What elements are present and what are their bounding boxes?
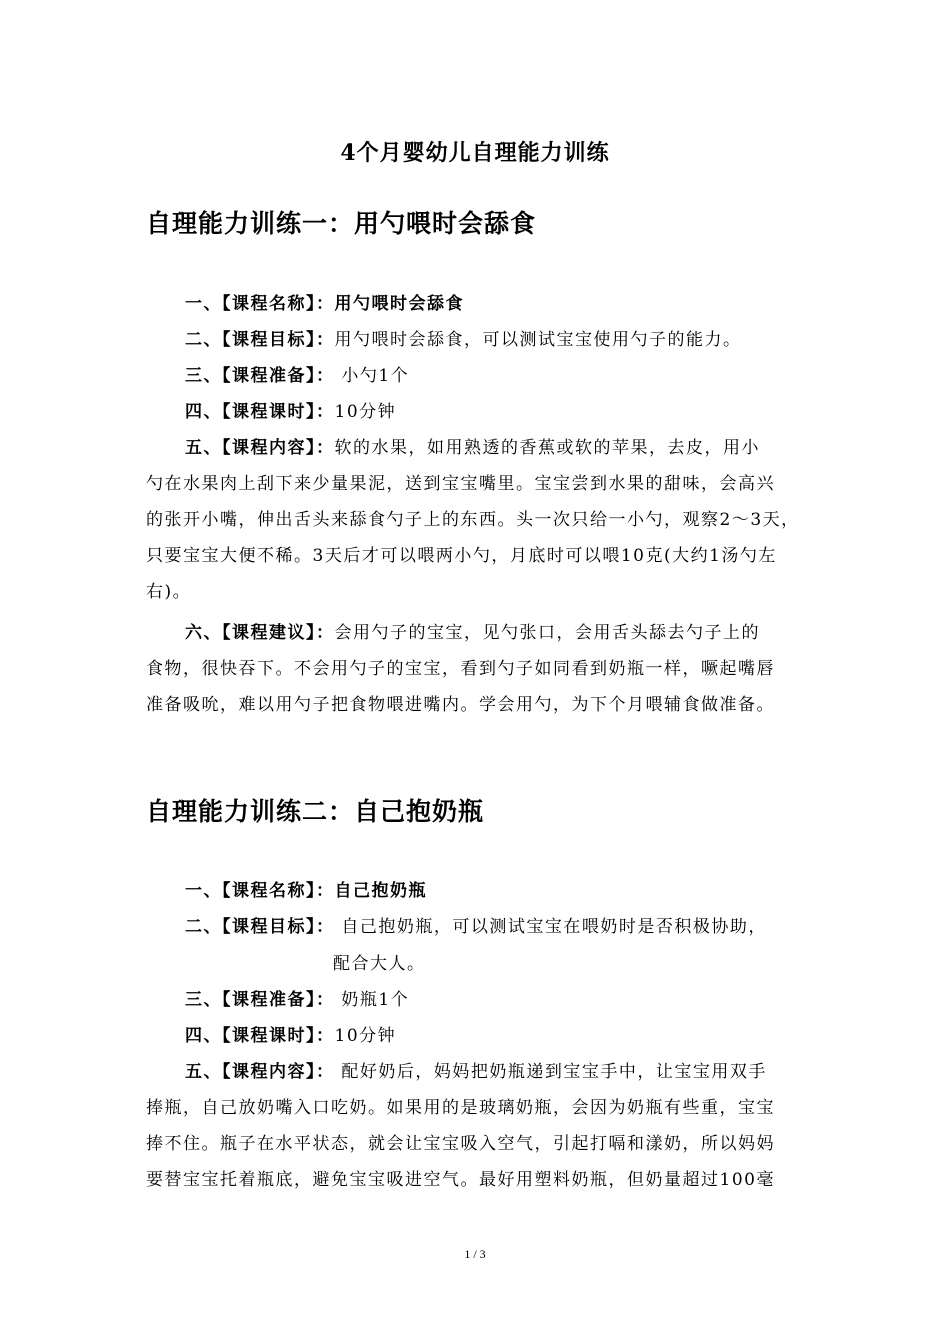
s1-item1-label: 一、【课程名称】：: [185, 294, 335, 314]
s2-item-course-goal: [185, 912, 767, 937]
s2-item2-label: 二、【课程目标】：: [185, 917, 335, 937]
s2-item-course-content: [185, 1057, 767, 1082]
s1-item3-text: 小勺1个: [334, 366, 410, 386]
s1-item-course-duration: [185, 397, 396, 422]
s2-item3-text: 奶瓶1个: [334, 990, 410, 1010]
s2-item5-line1: 配好奶后，妈妈把奶瓶递到宝宝手中，让宝宝用双手: [334, 1062, 767, 1082]
s1-item5-label: 五、【课程内容】：: [185, 438, 335, 458]
s2-item-course-prep: [185, 985, 409, 1010]
s1-item6-line1: 会用勺子的宝宝，见勺张口，会用舌头舔去勺子上的: [334, 623, 760, 643]
s1-item6-label: 六、【课程建议】：: [185, 623, 335, 643]
s1-item4-label: 四、【课程课时】：: [185, 402, 335, 422]
s2-item2-line2: 配合大人。: [333, 954, 426, 974]
s2-item2-line1: 自己抱奶瓶，可以测试宝宝在喂奶时是否积极协助，: [334, 917, 767, 937]
s2-item5-line4: 要替宝宝托着瓶底，避免宝宝吸进空气。最好用塑料奶瓶，但奶量超过100毫: [146, 1170, 775, 1190]
s2-item-course-duration: [185, 1021, 396, 1046]
s1-item5-line3: 的张开小嘴，伸出舌头来舔食勺子上的东西。头一次只给一小勺，观察2～3天，: [146, 510, 800, 530]
s2-item5-label: 五、【课程内容】：: [185, 1062, 335, 1082]
s1-item5-line1: 软的水果，如用熟透的香蕉或软的苹果，去皮，用小: [334, 438, 760, 458]
s2-item5-line2: 捧瓶，自己放奶嘴入口吃奶。如果用的是玻璃奶瓶，会因为奶瓶有些重，宝宝: [146, 1098, 775, 1118]
s2-item4-label: 四、【课程课时】：: [185, 1026, 335, 1046]
s2-item4-text: 10分钟: [334, 1026, 397, 1046]
s1-item-course-advice: [185, 618, 760, 643]
s2-item-course-name: [185, 876, 427, 901]
s1-item3-label: 三、【课程准备】：: [185, 366, 335, 386]
s2-item1-text: 自己抱奶瓶: [334, 881, 427, 901]
s1-item6-line2: 食物，很快吞下。不会用勺子的宝宝，看到勺子如同看到奶瓶一样，噘起嘴唇: [146, 659, 775, 679]
document-title: 4个月婴幼儿自理能力训练: [340, 140, 610, 166]
section-1-heading: 自理能力训练一：用勺喂时会舔食: [146, 209, 537, 238]
s1-item-course-content: [185, 433, 760, 458]
s1-item1-text: 用勺喂时会舔食: [334, 294, 464, 314]
s1-item4-text: 10分钟: [334, 402, 397, 422]
s1-item6-line3: 准备吸吮，难以用勺子把食物喂进嘴内。学会用勺，为下个月喂辅食做准备。: [146, 695, 775, 715]
s1-item2-label: 二、【课程目标】：: [185, 330, 335, 350]
s2-item3-label: 三、【课程准备】：: [185, 990, 335, 1010]
s2-item1-label: 一、【课程名称】：: [185, 881, 335, 901]
s1-item5-line2: 勺在水果肉上刮下来少量果泥，送到宝宝嘴里。宝宝尝到水果的甜味，会高兴: [146, 474, 775, 494]
s2-item5-line3: 捧不住。瓶子在水平状态，就会让宝宝吸入空气，引起打嗝和漾奶，所以妈妈: [146, 1134, 775, 1154]
s1-item5-line5: 右)。: [146, 582, 192, 602]
s1-item5-line4: 只要宝宝大便不稀。3天后才可以喂两小勺，月底时可以喂10克(大约1汤勺左: [146, 546, 777, 566]
s1-item-course-name: [185, 289, 464, 314]
s1-item2-text: 用勺喂时会舔食，可以测试宝宝使用勺子的能力。: [334, 330, 742, 350]
s1-item-course-goal: [185, 325, 742, 350]
section-2-heading: 自理能力训练二：自己抱奶瓶: [146, 797, 485, 826]
page-number: 1 / 3: [464, 1247, 486, 1261]
s1-item-course-prep: [185, 361, 409, 386]
